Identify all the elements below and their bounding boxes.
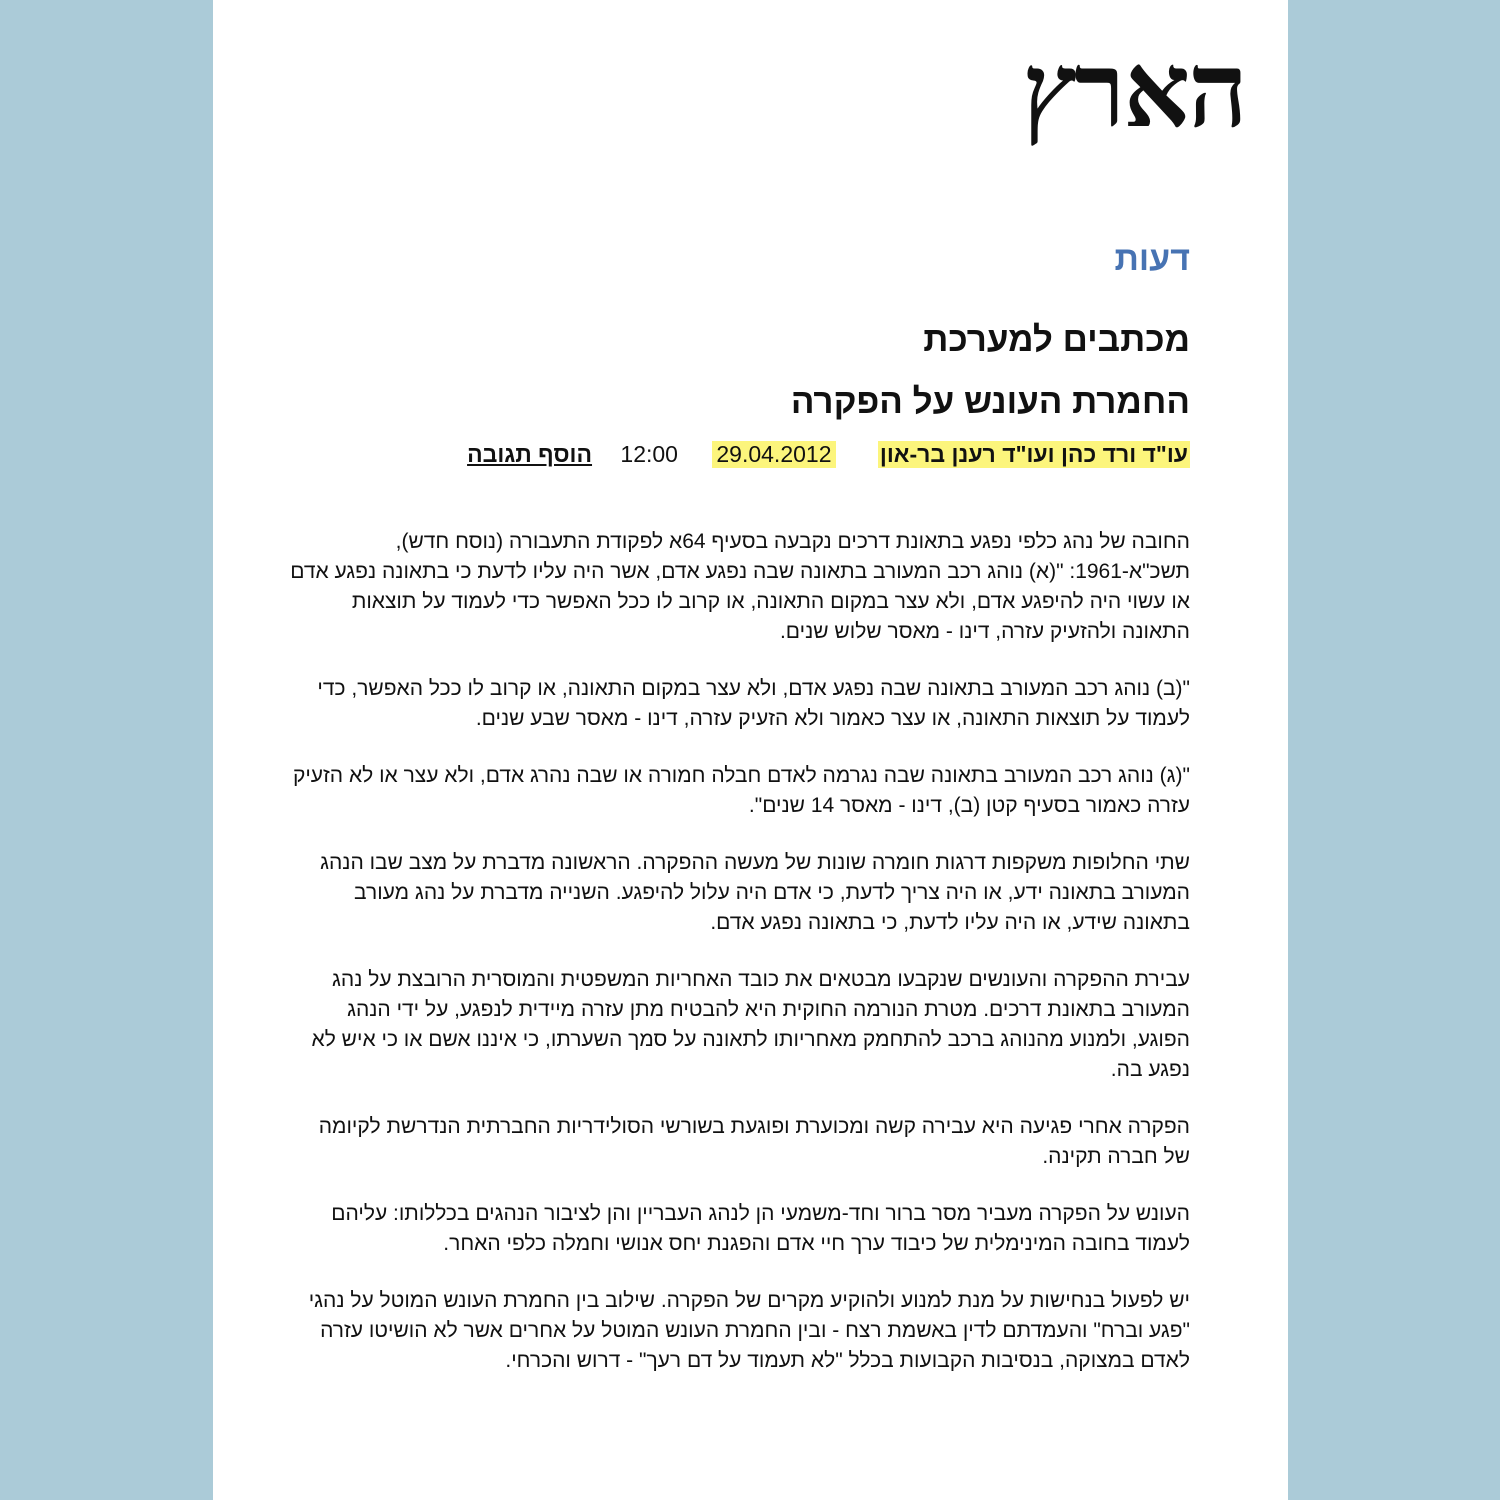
paragraph: העונש על הפקרה מעביר מסר ברור וחד-משמעי הן לנהג העבריין והן לציבור הנהגים בכללותו: עליהם לעמוד בחובה המינימלית של כיבוד ערך חיי אדם והפגנת יחס אנושי וחמלה כלפי האחר.: [331, 1202, 1190, 1255]
paragraph: עבירת ההפקרה והעונשים שנקבעו מבטאים את כובד האחריות המשפטית והמוסרית הרובצת על נהג המעורב בתאונת דרכים. מטרת הנורמה החוקית היא להבטיח מתן עזרה מיידית לנפגע, על ידי הנהג הפוגע, ולמנוע מהנוהג ברכב להתחמק מאחריותו לתאונה על סמך השערתו, כי איננו אשם או כי איש לא נפגע בה.: [311, 968, 1190, 1081]
article-title: החמרת העונש על הפקרה: [790, 382, 1190, 421]
article-body: [290, 527, 1190, 1403]
article-kicker: מכתבים למערכת: [923, 320, 1190, 359]
publish-time: 12:00: [620, 441, 678, 468]
paragraph: "(ב) נוהג רכב המעורב בתאונה שבה נפגע אדם, ולא עצר במקום התאונה, או קרוב לו ככל האפשר, כדי לעמוד על תוצאות התאונה, או עצר כאמור ולא הזעיק עזרה, דינו - מאסר שבע שנים.: [317, 677, 1190, 730]
article-meta: [467, 440, 1190, 468]
section-label[interactable]: דעות: [1114, 240, 1190, 278]
paragraph: יש לפעול בנחישות על מנת למנוע ולהוקיע מקרים של הפקרה. שילוב בין החמרת העונש המוטל על נהגי "פגע וברח" והעמדתם לדין באשמת רצח - ובין החמרת העונש המוטל על אחרים אשר לא הושיטו עזרה לאדם במצוקה, בנסיבות הקבועות בכלל "לא תעמוד על דם רעך" - דרוש והכרחי.: [308, 1289, 1190, 1372]
add-response-link[interactable]: הוסף תגובה: [467, 441, 593, 468]
paragraph: הפקרה אחרי פגיעה היא עבירה קשה ומכוערת ופוגעת בשורשי הסולידריות החברתית הנדרשת לקיומה של חברה תקינה.: [318, 1115, 1190, 1168]
paragraph: החובה של נהג כלפי נפגע בתאונת דרכים נקבעה בסעיף 64א לפקודת התעבורה (נוסח חדש), תשכ"א-1961: "(א) נוהג רכב המעורב בתאונה שבה נפגע אדם, אשר היה עליו לדעת כי בתאונה נפגע אדם או עשוי היה להיפגע אדם, ולא עצר במקום התאונה, או קרוב לו ככל האפשר כדי לעמוד על תוצאות התאונה ולהזעיק עזרה, דינו - מאסר שלוש שנים.: [290, 530, 1190, 643]
paragraph: "(ג) נוהג רכב המעורב בתאונה שבה נגרמה לאדם חבלה חמורה או שבה נהרג אדם, ולא עצר או לא הזעיק עזרה כאמור בסעיף קטן (ב), דינו - מאסר 14 שנים".: [292, 764, 1190, 817]
paragraph: שתי החלופות משקפות דרגות חומרה שונות של מעשה ההפקרה. הראשונה מדברת על מצב שבו הנהג המעורב בתאונה ידע, או היה צריך לדעת, כי אדם היה עלול להיפגע. השנייה מדברת על נהג מעורב בתאונה שידע, או היה עליו לדעת, כי בתאונה נפגע אדם.: [320, 851, 1190, 934]
author-byline: עו"ד ורד כהן ועו"ד רענן בר-און: [879, 441, 1188, 468]
document-page: [213, 0, 1288, 1500]
publish-date: 29.04.2012: [712, 441, 835, 468]
masthead-logo: הארץ: [1022, 28, 1246, 151]
